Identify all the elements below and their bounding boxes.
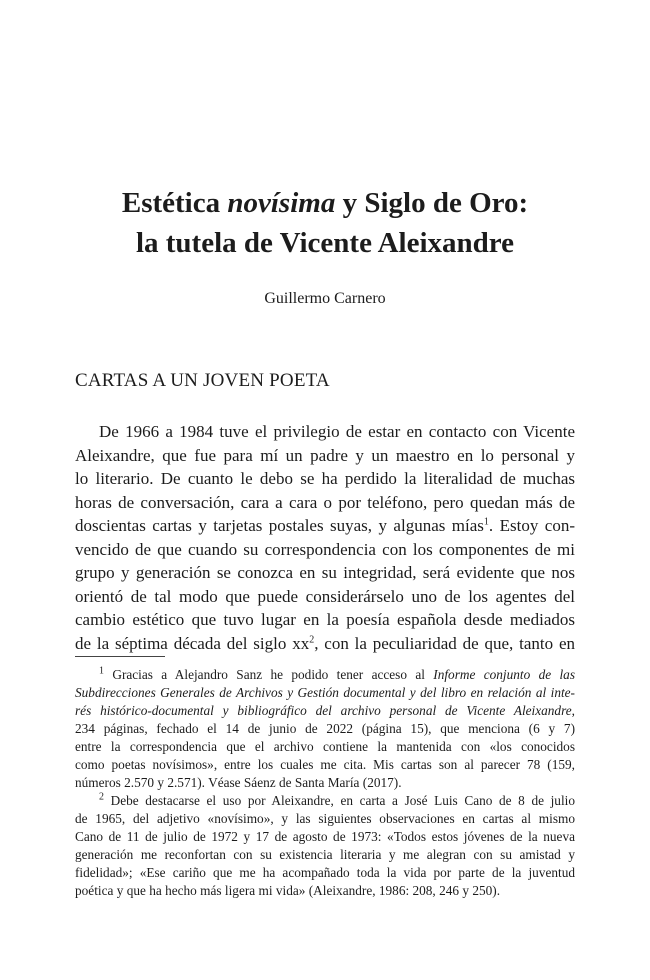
title-text: Estética <box>121 187 228 219</box>
body-line: De 1966 a 1984 tuve el privilegio de estar en contacto con Vicente <box>99 422 575 441</box>
author-name: Guillermo Carnero <box>264 290 386 307</box>
body-text: , con la peculiaridad de que, tanto en <box>314 633 575 653</box>
footnote-italic: rés histórico-documental y bibliográfico del archivo personal de Vicente Aleixandre <box>75 703 572 718</box>
section-heading: CARTAS A UN JOVEN POETA <box>75 370 330 391</box>
body-text: doscientas cartas y tarjetas postales suyas, y algunas mías <box>75 516 484 535</box>
footnote-mark-1: 1 <box>99 665 104 677</box>
footnote-1-line <box>75 666 575 684</box>
title-text: y Siglo de Oro: <box>335 187 529 219</box>
body-line: grupo y generación se conozca en su integridad, será evidente que nos <box>75 563 575 582</box>
title-line-1 <box>0 183 650 223</box>
footnote-1-line: 234 páginas, fechado el 14 de junio de 2022 (página 15), que menciona (6 y 7) <box>75 721 575 736</box>
footnote-italic: Informe conjunto de las <box>433 667 575 682</box>
body-line <box>75 632 575 656</box>
footnote-ref-1[interactable]: 1 <box>483 516 489 528</box>
footnote-text: Gracias a Alejandro Sanz he podido tener acceso al <box>104 667 434 682</box>
article-title <box>0 183 650 263</box>
body-line: horas de conversación, cara a cara o por teléfono, pero quedan más de <box>75 492 575 512</box>
footnotes <box>75 666 575 900</box>
body-line <box>75 514 575 538</box>
footnote-mark-2: 2 <box>99 791 104 803</box>
footnote-1-line <box>75 702 575 720</box>
footnote-separator <box>75 656 165 657</box>
footnote-1-line: entre la correspondencia que el archivo contiene la mantenida con «los conocidos <box>75 739 575 754</box>
footnote-text: , <box>571 703 575 718</box>
body-line: cambio estético que tuvo lugar en la poesía española desde mediados <box>75 610 575 629</box>
footnote-italic: Subdirecciones Generales de Archivos y Gestión documental y del libro en relación al inte- <box>75 685 575 700</box>
footnote-2-line: poética y que ha hecho más ligera mi vida» (Aleixandre, 1986: 208, 246 y 250). <box>75 883 501 898</box>
title-line-2: la tutela de Vicente Aleixandre <box>135 227 515 259</box>
body-paragraph <box>75 420 575 655</box>
body-line: Aleixandre, que fue para mí un padre y un maestro en lo personal y <box>75 445 575 465</box>
footnote-1-line <box>75 684 575 702</box>
footnote-2-line: generación me reconfortan con su existencia literaria y me alegran con su amistad y <box>75 847 575 862</box>
footnote-ref-2[interactable]: 2 <box>309 633 315 645</box>
body-line: vencido de que cuando su correspondencia con los componentes de mi <box>75 539 575 559</box>
footnote-2-line: fidelidad»; «Ese cariño que me ha acompañado toda la vida por parte de la juventud <box>75 865 575 880</box>
body-line: lo literario. De cuanto le debo se ha perdido la literalidad de muchas <box>75 469 575 488</box>
footnote-2-line: Cano de 11 de julio de 1972 y 17 de agosto de 1973: «Todos estos jóvenes de la nueva <box>75 829 575 844</box>
footnote-1-line: como poetas novísimos», entre los cuales me cita. Mis cartas son al parecer 78 (159, <box>75 757 575 772</box>
footnote-2-line: de 1965, del adjetivo «novísimo», y las siguientes observaciones en cartas al mismo <box>75 811 575 826</box>
body-text: . Estoy con- <box>488 516 575 535</box>
body-text: de la séptima década del siglo xx <box>75 633 310 653</box>
footnote-1-line: números 2.570 y 2.571). Véase Sáenz de Santa María (2017). <box>75 775 402 790</box>
footnote-text: Debe destacarse el uso por Aleixandre, en carta a José Luis Cano de 8 de julio <box>104 793 575 808</box>
footnote-2-line <box>75 792 575 810</box>
title-emphasis: novísima <box>227 187 336 219</box>
body-line: orientó de tal modo que puede considerárselo uno de los agentes del <box>75 586 575 606</box>
